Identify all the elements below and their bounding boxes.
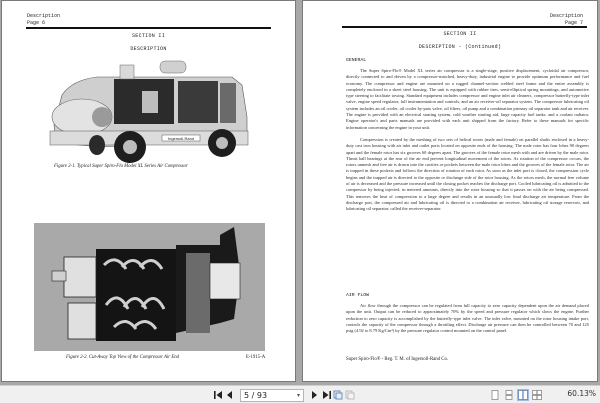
- section-title: DESCRIPTION - (Continued): [418, 44, 502, 50]
- airflow-heading: AIR FLOW: [346, 293, 370, 298]
- previous-page-icon: [227, 391, 233, 399]
- view-single-page-button[interactable]: [489, 389, 501, 401]
- next-page-icon: [311, 391, 317, 399]
- general-paragraph-1: The Super Spiro-Flo® Model XL series air compressor is a single-stage, positive displacement, cycloidal air compressor, directly connected to and driven by a compressor-matched, heavy-duty, industrial engine to provide optimum performance and fuel economy. The compressor and engine are mounted on a rugged channel-section welded steel frame and the entire assembly is completely enclosed in a sheet steel housing. The unit is equipped with rubber tires, semi-elliptical spring mountings, and automotive type steering to facilitate towing. Standard equipment includes compressor and engine inlet air cleaners, compressor butterfly-type inlet valve, engine speed regulator, full instrumentation and controls, and an air receiver-oil separator system. The compressor lubricating oil system includes an oil cooler, oil cooler by-pass valve, oil filters, oil pump and a combination primary oil separator tank and air receiver. The engine is provided with an electrical starting system, cold weather starting aid, large capacity fuel tanks, and a coolant radiator. Engine operator's and parts manuals are provided with each unit shipped from the factory. Refer to these manuals for specific information concerning the engine in your unit.: [346, 68, 589, 130]
- header-title: Description: [549, 13, 583, 19]
- view-facing-button[interactable]: [517, 389, 529, 401]
- next-page-button[interactable]: [308, 388, 320, 402]
- page-header: [27, 13, 60, 26]
- header-page-number: Page 7: [564, 19, 583, 26]
- facing-pages-icon: [518, 390, 528, 400]
- continuous-facing-icon: [532, 390, 542, 400]
- trademark-footnote: Super Spiro-Flo® - Reg. T. M. of Ingersoll-Rand Co.: [346, 357, 449, 362]
- page-7: [302, 0, 598, 382]
- figure-1-caption: Figure 2-1. Typical Super Spiro-Flo Model XL Series Air Compressor: [54, 164, 188, 169]
- cutaway-diagram: [34, 223, 265, 351]
- airflow-section-body: [346, 303, 589, 340]
- page-6: [1, 0, 296, 382]
- header-title: Description: [27, 13, 61, 19]
- continuous-page-icon: [505, 390, 513, 400]
- first-page-button[interactable]: [212, 388, 224, 402]
- next-view-icon: [345, 390, 355, 400]
- view-continuous-button[interactable]: [503, 389, 515, 401]
- last-page-button[interactable]: [320, 388, 332, 402]
- section-label: SECTION II: [443, 31, 477, 37]
- compressor-photo: [42, 55, 250, 163]
- page-header: [550, 13, 583, 26]
- section-title: DESCRIPTION: [130, 46, 167, 52]
- page-navigation: [212, 388, 356, 402]
- chevron-down-icon[interactable]: ▾: [296, 391, 300, 399]
- figure-2-caption: Figure 2-2. Cut-Away Top View of the Compressor Air End: [66, 355, 180, 360]
- previous-view-button[interactable]: [332, 388, 344, 402]
- section-label: SECTION II: [131, 33, 165, 39]
- previous-page-button[interactable]: [224, 388, 236, 402]
- header-page-number: Page 6: [27, 19, 46, 26]
- svg-text:Ingersoll-Rand: Ingersoll-Rand: [168, 136, 195, 141]
- general-heading: GENERAL: [346, 58, 367, 63]
- next-view-button[interactable]: [344, 388, 356, 402]
- zoom-level[interactable]: 60.13%: [567, 389, 596, 398]
- view-continuous-facing-button[interactable]: [531, 389, 543, 401]
- view-mode-group: [489, 389, 543, 401]
- header-rule: [26, 27, 271, 29]
- general-section-body: [346, 68, 589, 219]
- page-number-input[interactable]: [240, 389, 304, 402]
- airflow-paragraph-1: Air flow through the compressor can be regulated from full capacity to zero capacity dependent upon the air demand placed upon the unit. Output can be reduced to approximately 70% by the speed and pressure regulator which slows the engine. Further reduction to zero capacity is accomplished by the butterfly-type inlet valve. The inlet valve, mounted on the rotor housing intake port, controls the capacity of the compressor through a throttling effect. Discharge air pressure can then be controlled between 70 and 125 psig (4.92 to 8.79 Kg/Cm²) by the pressure regulator control mounted on the control panel.: [346, 303, 589, 334]
- header-rule: [342, 26, 587, 28]
- single-page-icon: [491, 390, 499, 400]
- previous-view-icon: [333, 390, 343, 400]
- status-bar: [0, 385, 600, 403]
- general-paragraph-2: Compression is created by the meshing of two sets of helical rotors (male and female) on parallel shafts enclosed in a heavy-duty cast iron housing with air inlet and outlet ports located on opposite ends of the housing. The male rotor has four lobes 90 degrees apart and the female rotor has six grooves 60 degrees apart. The grooves of the female rotor mesh with and are driven by the male rotor. Thrust ball bearings at the rear of the air end prevent longitudinal movement of the rotors. As rotation of the compressor occurs, the rotors unmesh and free air is drawn into the cavities or pockets between the male rotor lobes and the grooves of the female rotor. The air is trapped in these pockets and follows the direction of rotation of each rotor. As soon as the inlet port is closed, the compression cycle begins and the trapped air is directed to the opposite or discharge side of the rotor housing. As the rotors mesh, the normal free volume of air is decreased and the pressure increased until the closing pocket reaches the discharge port. Cooled lubricating oil is admitted to the compressor by being injected, in metered amounts, directly into the rotor housing so that it passes on with the air being compressed. This removes the heat of compression to a large degree and results in an unusually low final discharge air temperature. From the discharge port, the compressed air and lubricating oil is directed to a combination air receiver, lubricating oil storage reservoir, and lubricating oil separator, called the receiver-separator.: [346, 136, 589, 212]
- figure-2-code: E-1915-A: [246, 355, 266, 360]
- first-page-icon: [214, 391, 223, 399]
- page-number-value: 5 / 93: [244, 390, 268, 400]
- last-page-icon: [322, 391, 331, 399]
